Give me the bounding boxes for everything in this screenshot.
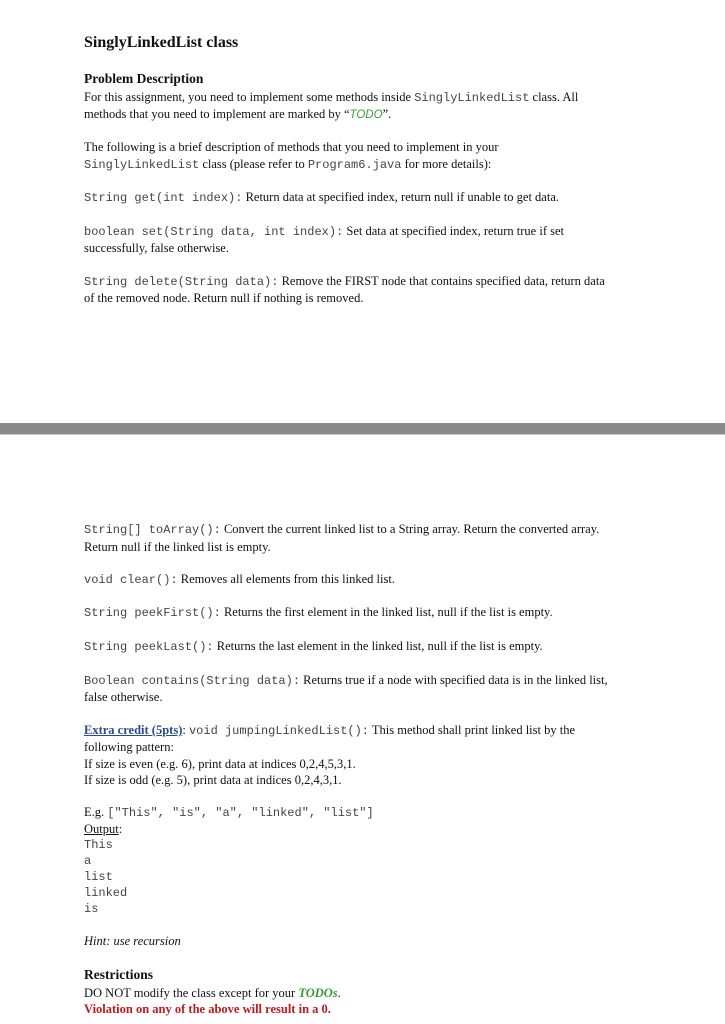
method-signature: String get(int index): (84, 191, 243, 205)
text: : (182, 723, 189, 737)
restrictions-line-1 (84, 985, 644, 1002)
extra-credit-even: If size is even (e.g. 6), print data at indices 0,2,4,5,3,1. (84, 757, 356, 771)
problem-line-2 (84, 106, 644, 124)
problem-line-1 (84, 89, 644, 107)
method-delete-line-2: of the removed node. Return null if nothing is removed. (84, 291, 364, 305)
method-signature: String peekLast(): (84, 640, 214, 654)
extra-credit (84, 722, 644, 740)
method-description: Set data at specified index, return true if set (343, 224, 565, 238)
method-signature: Boolean contains(String data): (84, 674, 301, 688)
method-signature: String delete(String data): (84, 275, 279, 289)
method-description: Convert the current linked list to a String array. Return the converted array. (220, 522, 600, 536)
method-description: Returns the first element in the linked list, null if the list is empty. (220, 605, 553, 619)
method-description: Removes all elements from this linked list. (177, 572, 395, 586)
hint-text: Hint: use recursion (84, 934, 181, 948)
method-signature: boolean set(String data, int index): (84, 225, 344, 239)
output-line: This (84, 838, 113, 852)
method-signature: void clear(): (84, 573, 178, 587)
method-description: Return data at specified index, return null if unable to get data. (242, 190, 559, 204)
text: : (118, 822, 123, 836)
output-label: Output (84, 822, 119, 836)
todos-marker: TODOs (298, 986, 338, 1000)
page-title: SinglyLinkedList class (84, 34, 239, 51)
method-set (84, 223, 644, 241)
extra-credit-line-2: following pattern: (84, 740, 174, 754)
text: ”. (382, 107, 392, 121)
intro-line-1: The following is a brief description of methods that you need to implement in your (84, 140, 499, 154)
intro-line-2 (84, 156, 644, 174)
output-line: list (84, 870, 113, 884)
method-delete (84, 273, 644, 291)
output-label-line (84, 821, 644, 838)
todo-marker: TODO (349, 109, 383, 121)
method-contains-line-2: false otherwise. (84, 690, 163, 704)
page-break-bar (0, 423, 725, 434)
text: for more details): (401, 157, 492, 171)
method-description: Returns true if a node with specified data is in the linked list, (300, 673, 608, 687)
method-set-line-2: successfully, false otherwise. (84, 241, 229, 255)
text: E.g. (84, 805, 108, 819)
output-line: a (84, 854, 92, 868)
output-line: linked (84, 886, 128, 900)
method-description: This method shall print linked list by the (369, 723, 576, 737)
text: class. All (529, 90, 579, 104)
text: . (337, 986, 341, 1000)
class-name-code: SinglyLinkedList (414, 91, 530, 105)
method-signature: String peekFirst(): (84, 606, 221, 620)
text: For this assignment, you need to implement some methods inside (84, 90, 415, 104)
previous-page-fragment (0, 0, 725, 6)
method-get (84, 189, 644, 207)
method-description: Remove the FIRST node that contains specified data, return data (278, 274, 605, 288)
method-description: Returns the last element in the linked list, null if the list is empty. (213, 639, 543, 653)
output-line: is (84, 902, 99, 916)
restrictions-heading: Restrictions (84, 967, 153, 982)
page-break-shadow (0, 434, 725, 435)
class-name-code: SinglyLinkedList (84, 158, 200, 172)
method-peeklast (84, 638, 644, 656)
method-contains (84, 672, 644, 690)
example-array-code: ["This", "is", "a", "linked", "list"] (107, 806, 374, 820)
extra-credit-odd: If size is odd (e.g. 5), print data at indices 0,2,4,3,1. (84, 773, 342, 787)
text: class (please refer to (199, 157, 308, 171)
extra-credit-link[interactable]: Extra credit (5pts) (84, 723, 183, 737)
method-toarray (84, 521, 644, 539)
text: DO NOT modify the class except for your (84, 986, 299, 1000)
method-peekfirst (84, 604, 644, 622)
problem-heading: Problem Description (84, 71, 204, 86)
example-line (84, 804, 644, 822)
file-name-code: Program6.java (307, 158, 402, 172)
method-toarray-line-2: Return null if the linked list is empty. (84, 540, 271, 554)
method-signature: String[] toArray(): (84, 523, 221, 537)
violation-warning: Violation on any of the above will result in a 0. (84, 1002, 331, 1016)
text: methods that you need to implement are marked by “ (84, 107, 350, 121)
method-signature: void jumpingLinkedList(): (188, 724, 369, 738)
method-clear (84, 571, 644, 589)
